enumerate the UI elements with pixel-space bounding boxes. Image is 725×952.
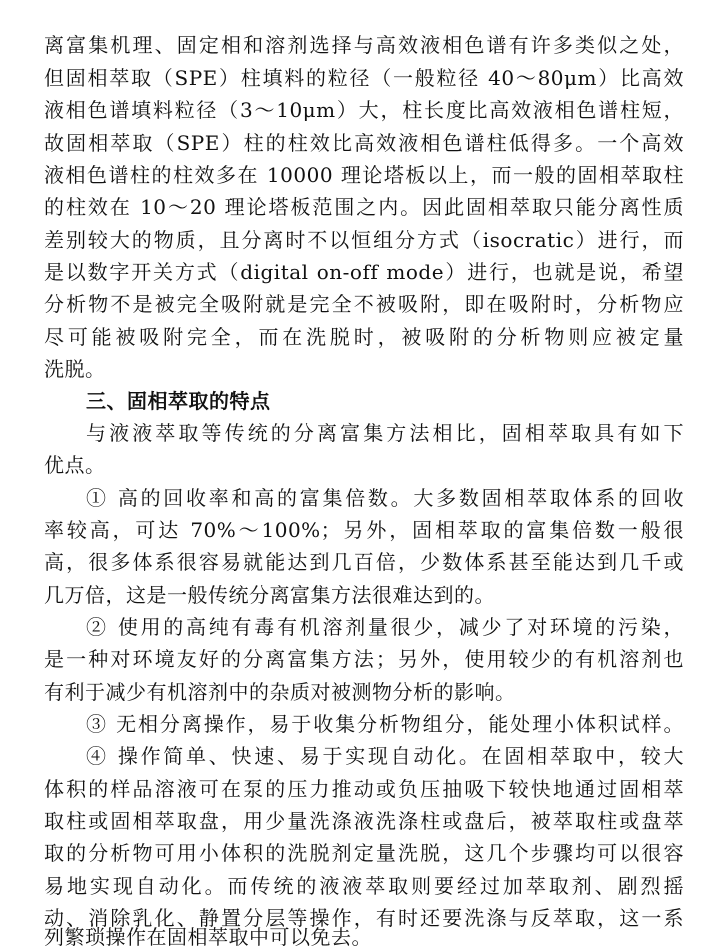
text-line: 易地实现自动化。而传统的液液萃取则要经过加萃取剂、剧烈摇 [44,874,684,898]
list-item-point-3: ③ 无相分离操作，易于收集分析物组分，能处理小体积试样。 [86,712,684,736]
text-line: 尽可能被吸附完全，而在洗脱时，被吸附的分析物则应被定量 [44,325,684,349]
list-item-point-1: ① 高的回收率和高的富集倍数。大多数固相萃取体系的回收 [86,486,684,510]
text-line: 液相色谱填料粒径（3～10μm）大，柱长度比高效液相色谱柱短， [44,98,684,122]
text-line: 高，很多体系很容易就能达到几百倍，少数体系甚至能达到几千或 [44,550,684,574]
text-line: 体积的样品溶液可在泵的压力推动或负压抽吸下较快地通过固相萃 [44,777,684,801]
list-item-point-4: ④ 操作简单、快速、易于实现自动化。在固相萃取中，较大 [86,744,684,768]
text-line: 的柱效在 10～20 理论塔板范围之内。因此固相萃取只能分离性质 [44,195,684,219]
text-line: 但固相萃取（SPE）柱填料的粒径（一般粒径 40～80μm）比高效 [44,66,684,90]
text-line: 取的分析物可用小体积的洗脱剂定量洗脱，这几个步骤均可以很容 [44,841,684,865]
text-line: 液相色谱柱的柱效多在 10000 理论塔板以上，而一般的固相萃取柱 [44,163,684,187]
text-line: 差别较大的物质，且分离时不以恒组分方式（isocratic）进行，而 [44,228,684,252]
text-line: 动、消除乳化、静置分层等操作，有时还要洗涤与反萃取，这一系 [44,906,684,930]
text-line: 与液液萃取等传统的分离富集方法相比，固相萃取具有如下 [86,421,684,445]
text-line: 离富集机理、固定相和溶剂选择与高效液相色谱有许多类似之处， [44,33,684,57]
list-item-point-2: ② 使用的高纯有毒有机溶剂量很少，减少了对环境的污染， [86,615,684,639]
text-line: 有利于减少有机溶剂中的杂质对被测物分析的影响。 [44,680,516,704]
text-line: 是以数字开关方式（digital on-off mode）进行，也就是说，希望 [44,260,684,284]
text-line: 洗脱。 [44,357,106,381]
text-line: 是一种对环境友好的分离富集方法；另外，使用较少的有机溶剂也 [44,647,684,671]
text-line: 几万倍，这是一般传统分离富集方法很难达到的。 [44,583,495,607]
text-line: 故固相萃取（SPE）柱的柱效比高效液相色谱柱低得多。一个高效 [44,131,684,155]
text-line: 取柱或固相萃取盘，用少量洗涤液洗涤柱或盘后，被萃取柱或盘萃 [44,809,684,833]
section-heading: 三、固相萃取的特点 [86,389,271,413]
text-line: 分析物不是被完全吸附就是完全不被吸附，即在吸附时，分析物应 [44,292,684,316]
text-line: 优点。 [44,453,106,477]
text-line: 率较高，可达 70%～100%；另外，固相萃取的富集倍数一般很 [44,518,684,542]
text-line: 列繁琐操作在固相萃取中可以免去。 [44,925,372,949]
